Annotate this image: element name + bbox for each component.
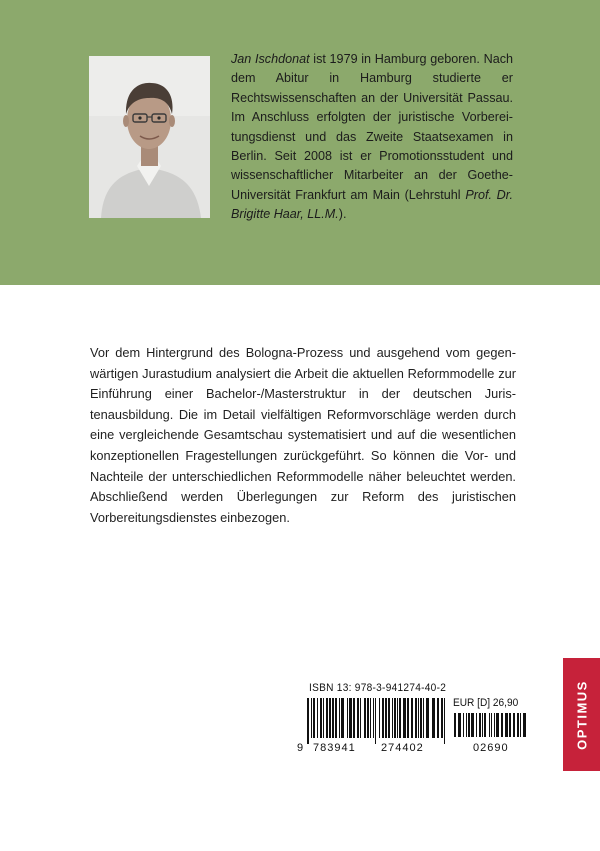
barcode-bar (494, 713, 495, 737)
barcode-bar (466, 713, 467, 737)
barcode-bar (458, 713, 461, 737)
barcode-bar (399, 698, 401, 738)
barcode-digits-addon: 02690 (473, 742, 509, 754)
barcode-bar (370, 698, 371, 738)
barcode-bar (403, 698, 406, 738)
barcode-bar (311, 698, 312, 738)
ean-barcode (306, 698, 446, 744)
publisher-logo-text: OPTIMUS (574, 679, 589, 750)
barcode-bar (420, 698, 422, 738)
barcode-bar (415, 698, 417, 738)
barcode-bar (437, 698, 439, 738)
publisher-logo (563, 658, 600, 771)
barcode-bar (517, 713, 519, 737)
book-description: Vor dem Hintergrund des Bologna-Prozess und ausgehend vom gegenwärtigen Jurastudium analysiert die Arbeit die aktuellen Reformmodelle zur Einführung einer Bachelor-/Masterstruktur in der deutschen Juristenausbildung. Die im Detail vielfältigen Reformvorschläge werden durch eine vergleichende Gesamtschau systematisiert und auf die wesentlichen konzeptionellen Fragestellungen zurückgeführt. So können die Vor- und Nachteile der unterschiedlichen Reformmodelle näher beleuchtet werden. Abschließend werden Überlegungen zur Reform des juristischen Vorbereitungsdienstes einbezogen. (90, 345, 516, 525)
barcode-bar (509, 713, 511, 737)
barcode-bar (426, 698, 429, 738)
barcode-bar (373, 698, 374, 738)
author-bio-text: ist 1979 in Hamburg geboren. Nach dem Abitur in Hamburg studierte er Rechtswissenschaften an der Universität Passau. Im Anschluss erfolgten der juristische Vorbereitungsdienst und das Zweite Staatsexamen in Berlin. Seit 2008 ist er Promotionsstudent und wissenschaftlicher Mitarbeiter an der Goethe-Universität Frankfurt am Main (Lehrstuhl (231, 52, 513, 202)
isbn-label: ISBN 13: 978-3-941274-40-2 (309, 682, 447, 694)
barcode-bar (423, 698, 424, 738)
barcode-bar (313, 698, 315, 738)
barcode-bar (382, 698, 384, 738)
barcode-bar (432, 698, 435, 738)
author-bio (231, 50, 513, 225)
barcode-bar (388, 698, 390, 738)
barcode-bar (392, 698, 393, 738)
barcode-bar (394, 698, 396, 738)
barcode-digits-left: 783941 (313, 742, 356, 754)
barcode-bar (463, 713, 464, 737)
barcode-bar (317, 698, 318, 738)
barcode-bar (489, 713, 490, 737)
barcode-bar (353, 698, 355, 738)
barcode-bar (349, 698, 352, 738)
barcode-bar (364, 698, 366, 738)
price-label: EUR [D] 26,90 (453, 697, 519, 709)
barcode-bar (484, 713, 486, 737)
barcode-bar (332, 698, 334, 738)
barcode-bar (341, 698, 344, 738)
barcode-bar (496, 713, 499, 737)
barcode-bar (339, 698, 340, 738)
barcode-bar (357, 698, 359, 738)
barcode-bar (329, 698, 331, 738)
barcode-bar (513, 713, 515, 737)
barcode-bar (397, 698, 398, 738)
barcode-bar (476, 713, 477, 737)
barcode-bar (501, 713, 503, 737)
author-name: Jan Ischdonat (231, 52, 310, 66)
barcode-bar (454, 713, 456, 737)
barcode-bar (367, 698, 369, 738)
barcode-bar (418, 698, 419, 738)
author-bio-end: ). (338, 207, 347, 222)
chair-holder: Prof. Dr. Brigitte Haar, LL.M. (231, 187, 513, 222)
barcode-bar (523, 713, 526, 737)
barcode-digit-lead: 9 (297, 742, 304, 754)
barcode-bar (320, 698, 322, 738)
barcode-bar (468, 713, 470, 737)
barcode-bar (326, 698, 328, 738)
price-addon-barcode (453, 713, 527, 743)
barcode-bar (347, 698, 348, 738)
barcode-bar (505, 713, 508, 737)
barcode-bar (360, 698, 361, 738)
barcode-bar (491, 713, 492, 737)
barcode-bar (307, 698, 309, 744)
barcode-bar (375, 698, 376, 744)
barcode-bar (407, 698, 409, 738)
barcode-bar (520, 713, 521, 737)
barcode-bar (411, 698, 413, 738)
barcode-bar (379, 698, 380, 738)
barcode-bar (385, 698, 387, 738)
barcode-bar (323, 698, 324, 738)
barcode-digits-right: 274402 (381, 742, 424, 754)
barcode-bar (479, 713, 481, 737)
barcode-bar (471, 713, 474, 737)
barcode-bar (441, 698, 443, 738)
barcode-bar (335, 698, 337, 738)
barcode-bar (444, 698, 445, 744)
author-photo (89, 56, 210, 218)
barcode-bar (482, 713, 483, 737)
